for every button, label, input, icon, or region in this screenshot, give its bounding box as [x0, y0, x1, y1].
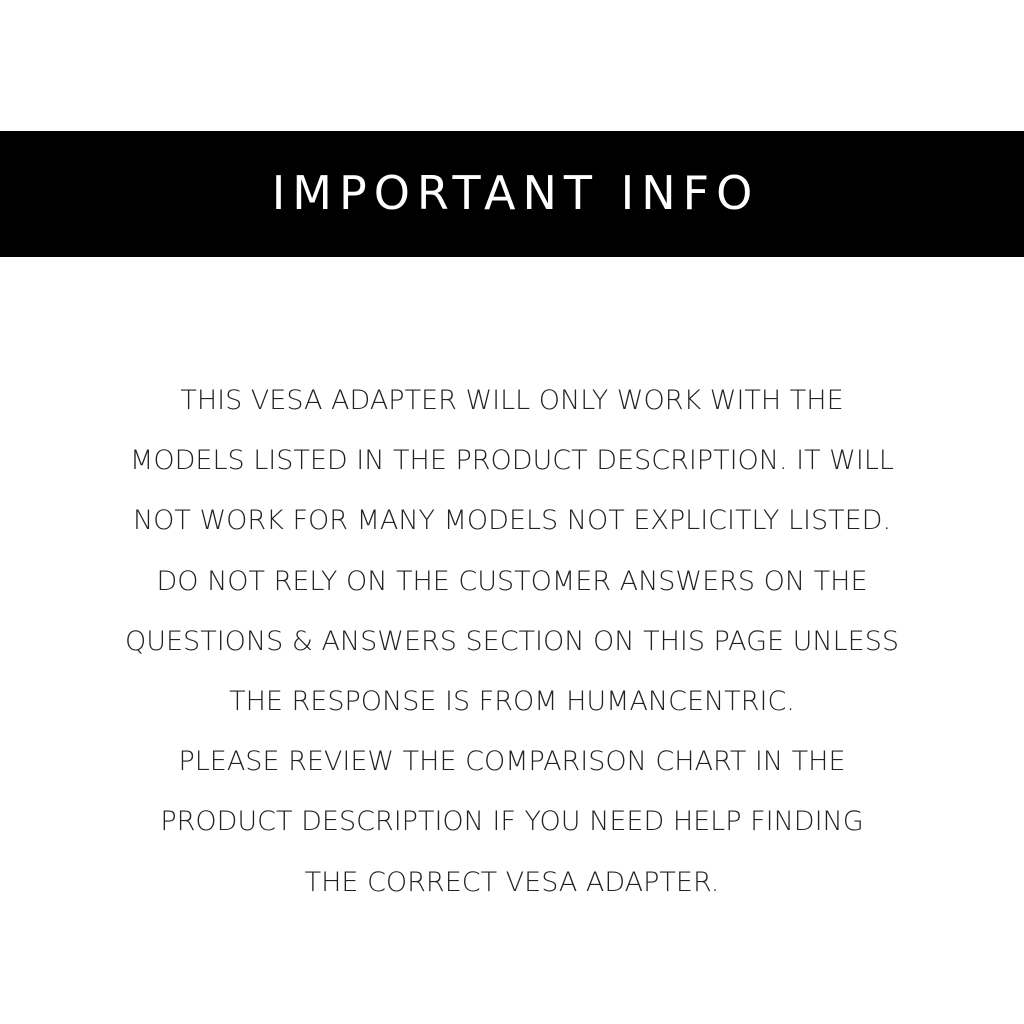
notice-line-2: MODELS LISTED IN THE PRODUCT DESCRIPTION. IT WILL — [130, 445, 894, 477]
notice-line-5: QUESTIONS & ANSWERS SECTION ON THIS PAGE UNLESS — [124, 625, 900, 657]
notice-line-6: THE RESPONSE IS FROM HUMANCENTRIC. — [229, 685, 795, 717]
notice-line-1: THIS VESA ADAPTER WILL ONLY WORK WITH THE — [180, 385, 844, 416]
header-banner — [0, 131, 1024, 257]
banner-title: IMPORTANT INFO — [271, 166, 760, 220]
notice-line-9: THE CORRECT VESA ADAPTER. — [304, 866, 720, 898]
notice-line-8: PRODUCT DESCRIPTION IF YOU NEED HELP FINDING — [160, 806, 864, 838]
notice-line-4: DO NOT RELY ON THE CUSTOMER ANSWERS ON THE — [156, 565, 868, 597]
notice-line-7: PLEASE REVIEW THE COMPARISON CHART IN THE — [178, 746, 846, 778]
notice-line-3: NOT WORK FOR MANY MODELS NOT EXPLICITLY LISTED. — [132, 505, 892, 537]
notice-text-block — [0, 371, 1024, 913]
